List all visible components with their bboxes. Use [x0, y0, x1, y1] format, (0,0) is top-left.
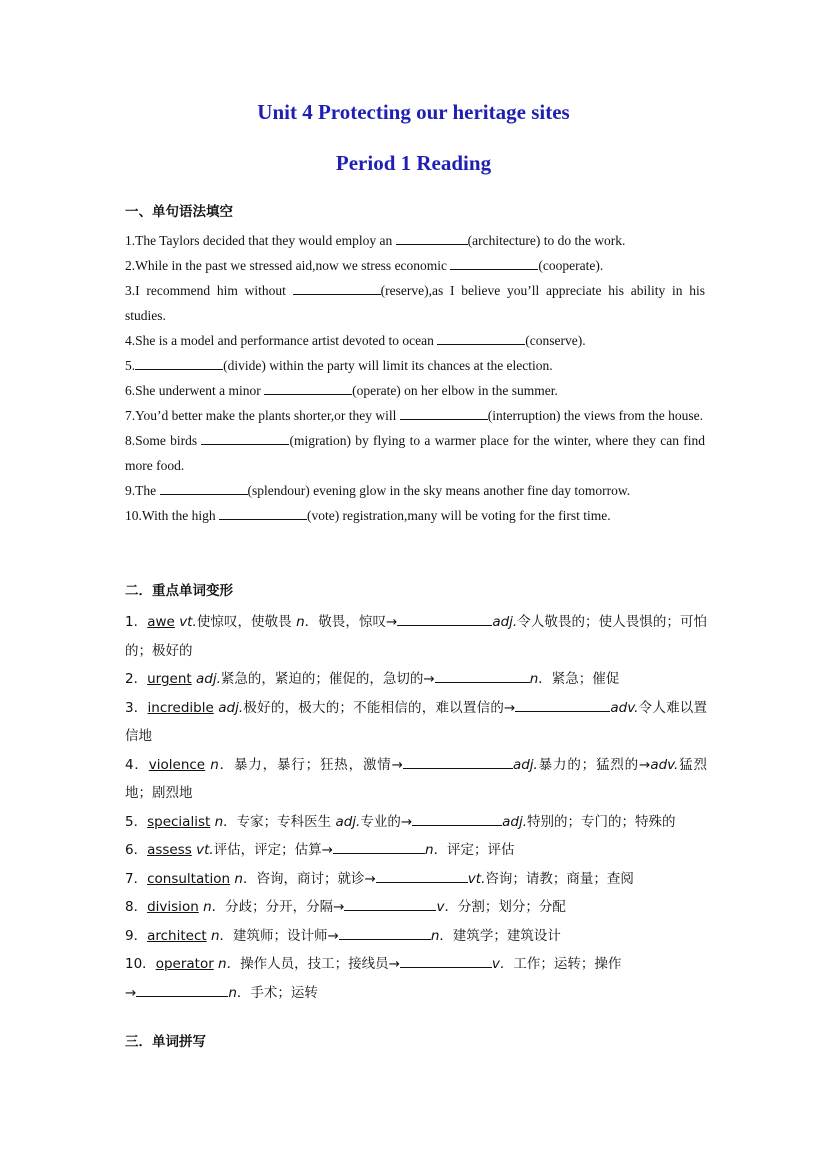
exercise-item: 9.The (splendour) evening glow in the sky means another fine day tomorrow. — [125, 478, 705, 503]
answer-blank[interactable] — [219, 505, 307, 520]
answer-blank[interactable] — [376, 868, 468, 883]
vocab-item: 10．operator n．操作人员，技工；接线员→ v．工作；运转；操作 — [125, 950, 707, 979]
answer-blank[interactable] — [412, 811, 502, 826]
exercise-item: 5. (divide) within the party will limit its chances at the election. — [125, 353, 705, 378]
answer-blank[interactable] — [344, 896, 436, 911]
vocab-item: 8．division n．分歧；分开，分隔→ v．分割；划分；分配 — [125, 893, 707, 922]
vocab-item: 9．architect n．建筑师；设计师→ n．建筑学；建筑设计 — [125, 922, 707, 951]
vocab-item: 6．assess vt.评估，评定；估算→ n．评定；评估 — [125, 836, 707, 865]
section-3 — [125, 1032, 705, 1052]
exercise-item: 10.With the high (vote) registration,many will be voting for the first time. — [125, 503, 705, 528]
answer-blank[interactable] — [264, 380, 352, 395]
vocab-item: 5．specialist n．专家；专科医生 adj.专业的→ adj.特别的；专门的；特殊的 — [125, 808, 707, 837]
answer-blank[interactable] — [135, 355, 223, 370]
answer-blank[interactable] — [293, 280, 381, 295]
exercise-item: 7.You’d better make the plants shorter,or they will (interruption) the views from the house. — [125, 403, 705, 428]
document-title: Unit 4 Protecting our heritage sites — [257, 100, 570, 124]
section-3-heading: 三．单词拼写 — [125, 1034, 206, 1050]
exercise-item: 8.Some birds (migration) by flying to a warmer place for the winter, where they can find more food. — [125, 428, 705, 478]
vocab-item: 1．awe vt.使惊叹，使敬畏 n．敬畏，惊叹→ adj.令人敬畏的；使人畏惧的；可怕的；极好的 — [125, 608, 707, 665]
vocab-item: 4．violence n．暴力，暴行；狂热，激情→ adj.暴力的；猛烈的→adv.猛烈地；剧烈地 — [125, 751, 707, 808]
answer-blank[interactable] — [515, 697, 610, 712]
answer-blank[interactable] — [136, 982, 228, 997]
vocab-item: 3．incredible adj.极好的，极大的；不能相信的，难以置信的→ adv.令人难以置信地 — [125, 694, 707, 751]
exercise-item: 2.While in the past we stressed aid,now we stress economic (cooperate). — [125, 253, 705, 278]
exercise-item: 1.The Taylors decided that they would employ an (architecture) to do the work. — [125, 228, 705, 253]
answer-blank[interactable] — [400, 953, 492, 968]
vocab-item: 7．consultation n．咨询，商讨；就诊→ vt.咨询；请教；商量；查阅 — [125, 865, 707, 894]
answer-blank[interactable] — [397, 611, 492, 626]
answer-blank[interactable] — [403, 754, 513, 769]
answer-blank[interactable] — [400, 405, 488, 420]
answer-blank[interactable] — [160, 480, 248, 495]
section-2-heading: 二．重点单词变形 — [125, 583, 233, 599]
answer-blank[interactable] — [450, 255, 538, 270]
answer-blank[interactable] — [437, 330, 525, 345]
exercise-item: 3.I recommend him without (reserve),as I believe you’ll appreciate his ability in his studies. — [125, 278, 705, 328]
exercise-item: 6.She underwent a minor (operate) on her elbow in the summer. — [125, 378, 705, 403]
section-2 — [125, 581, 707, 1007]
document-subtitle: Period 1 Reading — [335, 151, 492, 175]
exercise-item: 4.She is a model and performance artist devoted to ocean (conserve). — [125, 328, 705, 353]
answer-blank[interactable] — [396, 230, 468, 245]
section-1-heading: 一、单句语法填空 — [125, 204, 233, 220]
vocab-item-continued: → n．手术；运转 — [125, 979, 707, 1008]
answer-blank[interactable] — [339, 925, 431, 940]
vocab-item: 2．urgent adj.紧急的，紧迫的；催促的，急切的→ n．紧急；催促 — [125, 665, 707, 694]
answer-blank[interactable] — [201, 430, 289, 445]
answer-blank[interactable] — [333, 839, 425, 854]
section-1 — [125, 202, 705, 528]
answer-blank[interactable] — [435, 668, 530, 683]
